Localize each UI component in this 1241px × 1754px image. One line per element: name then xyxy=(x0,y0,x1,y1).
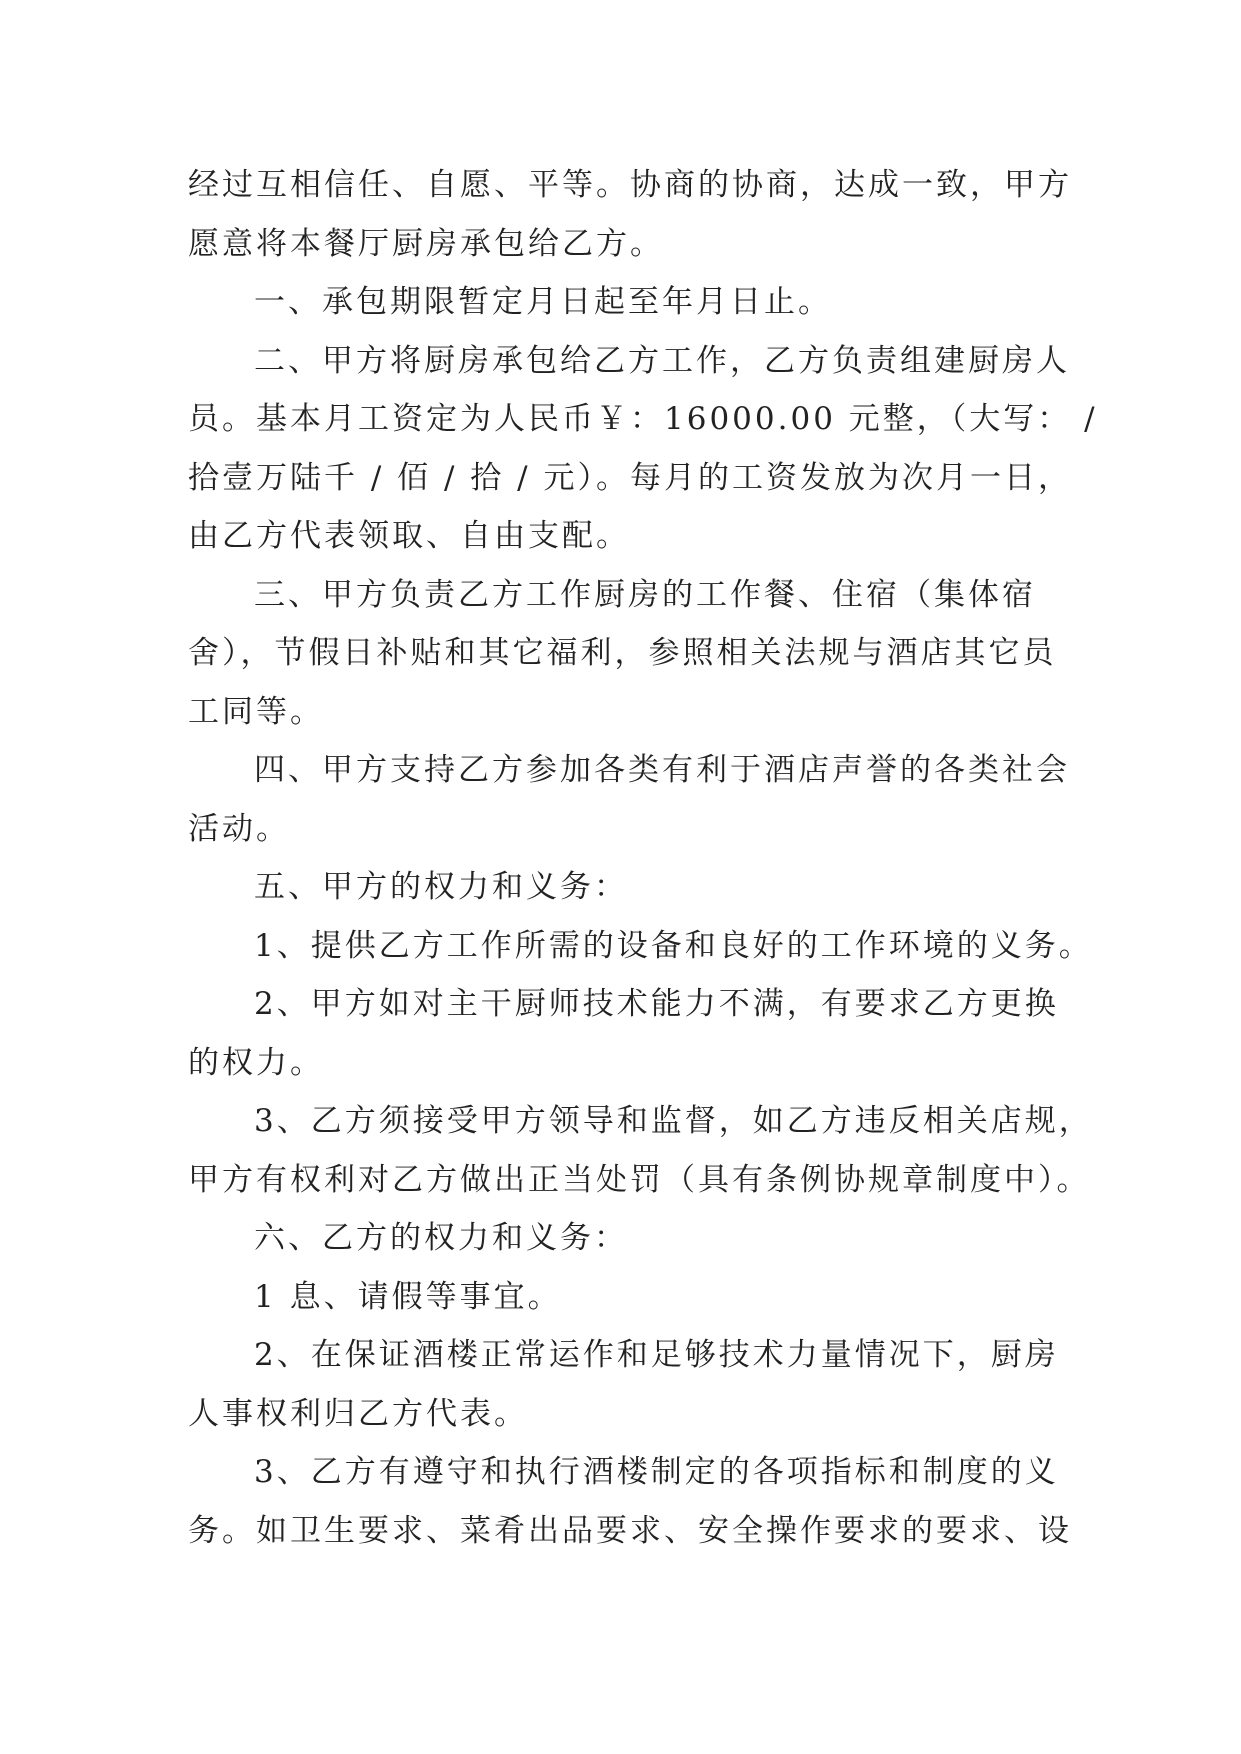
clause-6-heading: 六、乙方的权力和义务： xyxy=(254,1220,628,1256)
clause-6-item-3: 3、乙方有遵守和执行酒楼制定的各项指标和制度的义 xyxy=(254,1454,1059,1490)
text-line: 工同等。 xyxy=(188,693,324,730)
text-line: 愿意将本餐厅厨房承包给乙方。 xyxy=(188,225,664,262)
clause-1-term: 一、承包期限暂定月日起至年月日止。 xyxy=(254,284,832,320)
text-line: 员。基本月工资定为人民币￥：16000.00 元整，（大写： / xyxy=(188,401,1098,437)
text-line: 的权力。 xyxy=(188,1044,324,1081)
text-line: 由乙方代表领取、自由支配。 xyxy=(188,518,630,554)
text-line: 舍），节假日补贴和其它福利，参照相关法规与酒店其它员 xyxy=(188,635,1057,671)
clause-4-activities: 四、甲方支持乙方参加各类有利于酒店声誉的各类社会 xyxy=(254,752,1070,788)
clause-2-wages: 二、甲方将厨房承包给乙方工作，乙方负责组建厨房人 xyxy=(254,342,1070,379)
text-line: 拾壹万陆千 / 佰 / 拾 / 元）。每月的工资发放为次月一日， xyxy=(188,459,1072,496)
text-line: 甲方有权利对乙方做出正当处罚（具有条例协规章制度中）。 xyxy=(188,1161,1091,1198)
text-line: 活动。 xyxy=(188,810,290,847)
clause-6-item-2: 2、在保证酒楼正常运作和足够技术力量情况下，厨房 xyxy=(254,1337,1059,1373)
contract-body-text xyxy=(188,156,1098,1560)
text-line: 经过互相信任、自愿、平等。协商的协商，达成一致，甲方 xyxy=(188,167,1072,203)
text-line: 务。如卫生要求、菜肴出品要求、安全操作要求的要求、设 xyxy=(188,1512,1072,1549)
text-line: 人事权利归乙方代表。 xyxy=(188,1395,528,1432)
clause-3-benefits: 三、甲方负责乙方工作厨房的工作餐、住宿（集体宿 xyxy=(254,576,1036,613)
clause-6-item-1: 1 息、请假等事宜。 xyxy=(254,1278,562,1315)
clause-5-item-3: 3、乙方须接受甲方领导和监督，如乙方违反相关店规， xyxy=(254,1103,1093,1139)
clause-5-item-1: 1、提供乙方工作所需的设备和良好的工作环境的义务。 xyxy=(254,927,1093,964)
clause-5-heading: 五、甲方的权力和义务： xyxy=(254,869,628,905)
clause-5-item-2: 2、甲方如对主干厨师技术能力不满，有要求乙方更换 xyxy=(254,986,1059,1022)
